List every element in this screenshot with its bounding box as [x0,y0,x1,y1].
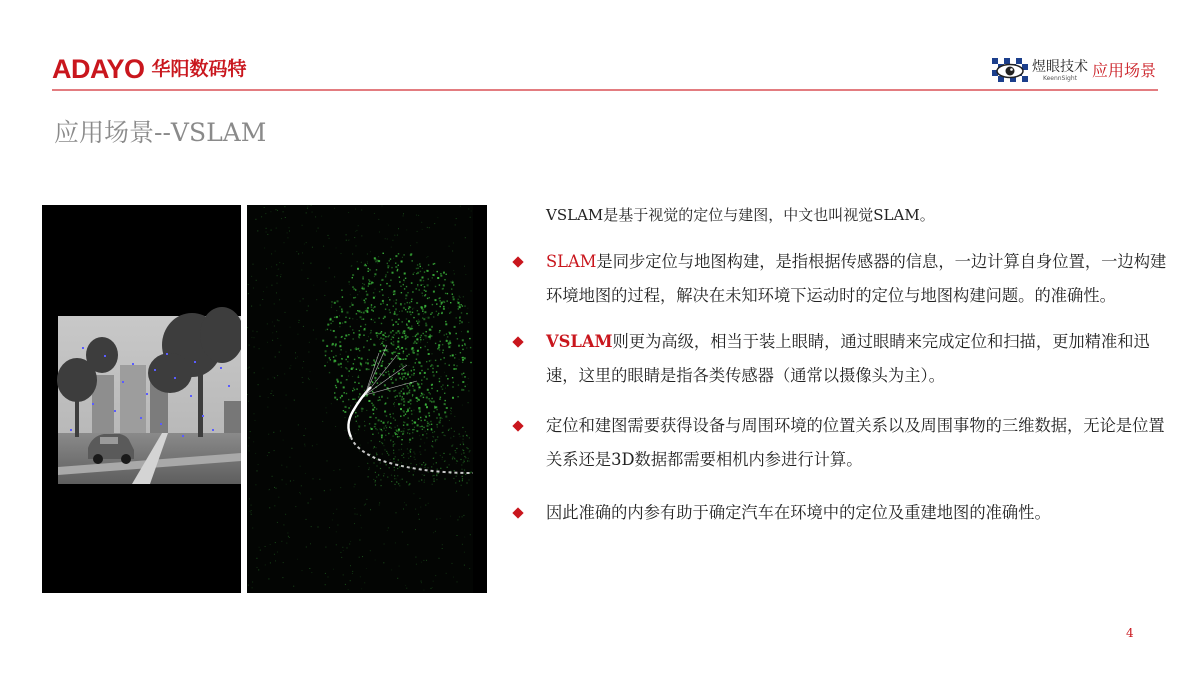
intro-text: VSLAM是基于视觉的定位与建图，中文也叫视觉SLAM。 [546,206,935,224]
header-right [992,58,1156,84]
content-panel [510,196,1175,530]
bullet-item [510,325,1175,392]
section-label: 应用场景 [1091,61,1156,80]
bullet-text: 定位和建图需要获得设备与周围环境的位置关系以及周围事物的三维数据，无论是位置关系还是3D数据都需要相机内参进行计算。 [546,416,1165,469]
bullet-text: 因此准确的内参有助于确定汽车在环境中的定位及重建地图的准确性。 [546,503,1051,522]
diamond-bullet-icon [512,420,523,431]
logo-wordmark: ADAYO [52,54,145,84]
header-divider [52,89,1158,91]
bullet-list [510,245,1175,530]
eye-logo-icon [992,58,1028,84]
bullet-item [510,409,1175,476]
diamond-bullet-icon [512,507,523,518]
bullet-item [510,496,1175,530]
page-title: 应用场景--VSLAM [54,118,267,147]
street-camera-image [42,205,241,593]
bullet-keyword: VSLAM [546,332,613,351]
company-logo [52,56,247,83]
bullet-keyword: SLAM [546,252,597,271]
brand-text [1032,60,1088,82]
bullet-text: 则更为高级，相当于装上眼睛，通过眼睛来完成定位和扫描，更加精准和迅速，这里的眼睛是指各类传感器（通常以摄像头为主）。 [546,332,1150,385]
page-number: 4 [1126,626,1134,640]
pointcloud-map-image [247,205,487,593]
brand-name: 煜眼技术 [1031,59,1088,75]
bullet-text: 是同步定位与地图构建，是指根据传感器的信息，一边计算自身位置，一边构建环境地图的过程，解决在未知环境下运动时的定位与地图构建问题。的准确性。 [546,252,1167,305]
brand-subtitle: KeennSight [1042,75,1078,82]
diamond-bullet-icon [512,256,523,267]
bullet-item [510,245,1175,312]
diamond-bullet-icon [512,336,523,347]
logo-chinese-name: 华阳数码特 [151,58,247,80]
